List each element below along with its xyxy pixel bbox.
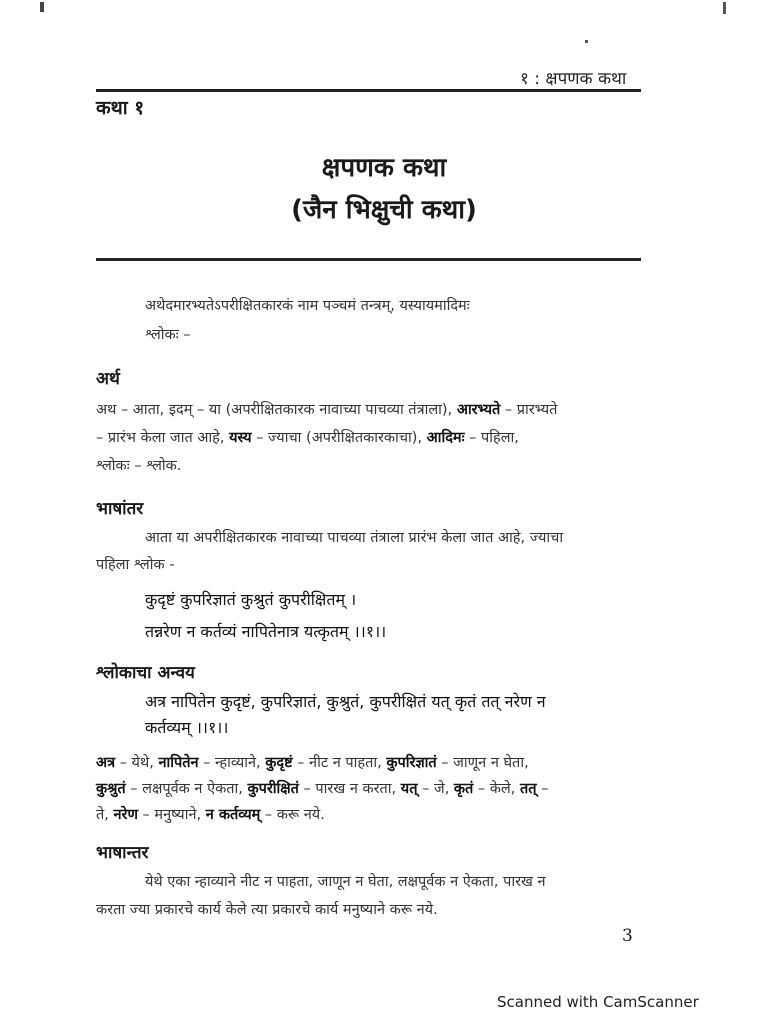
- verse-line: कुदृष्टं कुपरिज्ञातं कुश्रुतं कुपरीक्षितम् ।: [145, 590, 357, 609]
- gloss-line: [96, 807, 325, 824]
- section-heading-artha: अर्थ: [96, 369, 120, 389]
- gloss-text: अथ – आता, इदम् – या (अपरीक्षितकारक नावाच्या पाचव्या तंत्राला),: [96, 402, 457, 418]
- intro-line: श्लोकः –: [145, 327, 191, 343]
- bhashantar-line: पहिला श्लोक -: [96, 557, 175, 573]
- anvaya-line: कर्तव्यम् ।।१।।: [145, 718, 229, 737]
- gloss-term: नापितेन: [158, 755, 199, 771]
- story-subtitle: (जैन भिक्षुची कथा): [291, 195, 477, 225]
- gloss-text: – प्रारंभ केला जात आहे,: [96, 430, 230, 446]
- title-rule: [96, 258, 641, 261]
- intro-line: अथेदमारभ्यतेऽपरीक्षितकारकं नाम पञ्चमं तन्त्रम्, यस्यायमादिमः: [145, 298, 470, 314]
- gloss-text: – जे,: [417, 781, 454, 797]
- bhashantar-line: येथे एका न्हाव्याने नीट न पाहता, जाणून न घेता, लक्षपूर्वक न ऐकता, पारख न: [145, 874, 546, 890]
- gloss-text: – येथे,: [115, 755, 159, 771]
- bhashantar-line: करता ज्या प्रकारचे कार्य केले त्या प्रकारचे कार्य मनुष्याने करू नये.: [96, 902, 438, 918]
- gloss-term: आदिमः: [426, 430, 465, 446]
- bhashantar-line: आता या अपरीक्षितकारक नावाच्या पाचव्या तंत्राला प्रारंभ केला जात आहे, ज्याचा: [145, 530, 564, 546]
- page-number: 3: [622, 926, 633, 946]
- section-heading-bhashantar: भाषांतर: [96, 499, 144, 519]
- gloss-term: यस्य: [229, 430, 252, 446]
- section-heading-bhashantar-2: भाषान्तर: [96, 843, 149, 863]
- gloss-term: न कर्तव्यम्: [205, 807, 261, 823]
- artha-line: [96, 458, 181, 475]
- scan-speck: [585, 40, 588, 43]
- gloss-line: [96, 781, 548, 798]
- gloss-text: – लक्षपूर्वक न ऐकता,: [125, 781, 248, 797]
- gloss-term: कुदृष्टं: [265, 755, 293, 771]
- scan-mark: [40, 2, 44, 12]
- gloss-term: नरेण: [113, 807, 138, 823]
- gloss-text: – न्हाव्याने,: [198, 755, 266, 771]
- chapter-label: कथा १: [96, 97, 145, 119]
- gloss-term: कृतं: [453, 781, 474, 797]
- anvaya-line: अत्र नापितेन कुदृष्टं, कुपरिज्ञातं, कुश्रुतं, कुपरीक्षितं यत् कृतं तत् नरेण न: [145, 692, 546, 711]
- gloss-text: – जाणून न घेता,: [436, 755, 529, 771]
- scanner-watermark: Scanned with CamScanner: [497, 993, 699, 1011]
- gloss-term: यत्: [400, 781, 418, 797]
- section-heading-anvaya: श्लोकाचा अन्वय: [96, 663, 195, 683]
- running-header: १ : क्षपणक कथा: [520, 69, 627, 89]
- gloss-text: – प्रारभ्यते: [500, 402, 558, 418]
- gloss-text: श्लोकः – श्लोक.: [96, 458, 182, 474]
- gloss-text: ते,: [96, 807, 114, 823]
- gloss-text: – पारख न करता,: [298, 781, 401, 797]
- gloss-text: – ज्याचा (अपरीक्षितकारकाचा),: [251, 430, 427, 446]
- verse-line: तन्नरेण न कर्तव्यं नापितेनात्र यत्कृतम् ।।१।।: [145, 622, 387, 641]
- gloss-text: – केले,: [473, 781, 520, 797]
- gloss-line: [96, 755, 529, 772]
- gloss-term: कुश्रुतं: [96, 781, 126, 797]
- gloss-term: तत्: [519, 781, 537, 797]
- gloss-term: अत्र: [96, 755, 116, 771]
- gloss-text: – पहिला,: [464, 430, 519, 446]
- gloss-text: –: [536, 781, 549, 797]
- gloss-text: – नीट न पाहता,: [292, 755, 387, 771]
- artha-line: [96, 402, 557, 419]
- story-title: क्षपणक कथा: [321, 153, 447, 183]
- gloss-term: आरभ्यते: [456, 402, 501, 418]
- artha-line: [96, 430, 519, 447]
- gloss-term: कुपरिज्ञातं: [386, 755, 437, 771]
- header-rule: [96, 89, 641, 92]
- gloss-text: – करू नये.: [260, 807, 325, 823]
- gloss-term: कुपरीक्षितं: [247, 781, 299, 797]
- gloss-text: – मनुष्याने,: [137, 807, 206, 823]
- scan-mark: [723, 2, 726, 14]
